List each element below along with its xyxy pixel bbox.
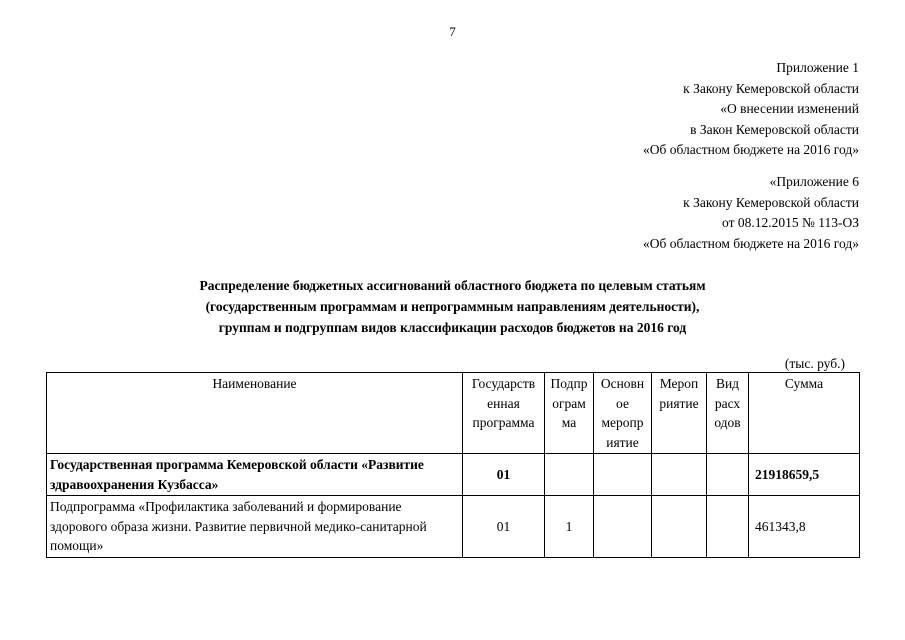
appendix-6-line: «Об областном бюджете на 2016 год» bbox=[643, 235, 859, 251]
title-line: группам и подгруппам видов классификации расходов бюджетов на 2016 год bbox=[218, 320, 687, 335]
header-main-event: Основн ое меропр иятие bbox=[594, 373, 652, 454]
cell-expense-type bbox=[707, 496, 749, 558]
header-event: Мероп риятие bbox=[652, 373, 707, 454]
unit-label: (тыс. руб.) bbox=[784, 356, 845, 371]
appendix-1-header bbox=[643, 58, 859, 161]
title-line: Распределение бюджетных ассигнований областного бюджета по целевым статьям bbox=[199, 278, 706, 293]
cell-main-event bbox=[594, 454, 652, 496]
appendix-1-line: Приложение 1 bbox=[776, 60, 859, 75]
appendix-6-line: от 08.12.2015 № 113-ОЗ bbox=[722, 215, 859, 230]
appendix-1-line: «О внесении изменений bbox=[720, 101, 859, 116]
appendix-6-line: «Приложение 6 bbox=[769, 174, 859, 189]
cell-subprogram: 1 bbox=[545, 496, 594, 558]
cell-program: 01 bbox=[463, 454, 545, 496]
cell-name: Подпрограмма «Профилактика заболеваний и формирование здорового образа жизни. Развитие первичной медико-санитарной помощи» bbox=[47, 496, 463, 558]
cell-event bbox=[652, 454, 707, 496]
table-header-row bbox=[47, 373, 860, 454]
table-row bbox=[47, 496, 860, 558]
cell-subprogram bbox=[545, 454, 594, 496]
cell-program: 01 bbox=[463, 496, 545, 558]
cell-sum: 461343,8 bbox=[749, 496, 860, 558]
document-title bbox=[0, 275, 905, 338]
appendix-1-line: к Закону Кемеровской области bbox=[683, 80, 859, 96]
appendix-1-line: в Закон Кемеровской области bbox=[690, 121, 859, 137]
cell-sum: 21918659,5 bbox=[749, 454, 860, 496]
cell-main-event bbox=[594, 496, 652, 558]
header-name: Наименование bbox=[47, 373, 463, 454]
cell-event bbox=[652, 496, 707, 558]
table-row bbox=[47, 454, 860, 496]
budget-table bbox=[46, 372, 860, 558]
cell-expense-type bbox=[707, 454, 749, 496]
header-program: Государств енная программа bbox=[463, 373, 545, 454]
cell-name: Государственная программа Кемеровской области «Развитие здравоохранения Кузбасса» bbox=[47, 454, 463, 496]
appendix-1-line: «Об областном бюджете на 2016 год» bbox=[643, 142, 859, 157]
title-line: (государственным программам и непрограммным направлениям деятельности), bbox=[205, 299, 700, 314]
appendix-6-header bbox=[643, 172, 859, 254]
header-subprogram: Подпр ограм ма bbox=[545, 373, 594, 454]
page-number: 7 bbox=[449, 24, 456, 39]
header-expense-type: Вид расх одов bbox=[707, 373, 749, 454]
header-sum: Сумма bbox=[749, 373, 860, 454]
appendix-6-line: к Закону Кемеровской области bbox=[683, 194, 859, 210]
